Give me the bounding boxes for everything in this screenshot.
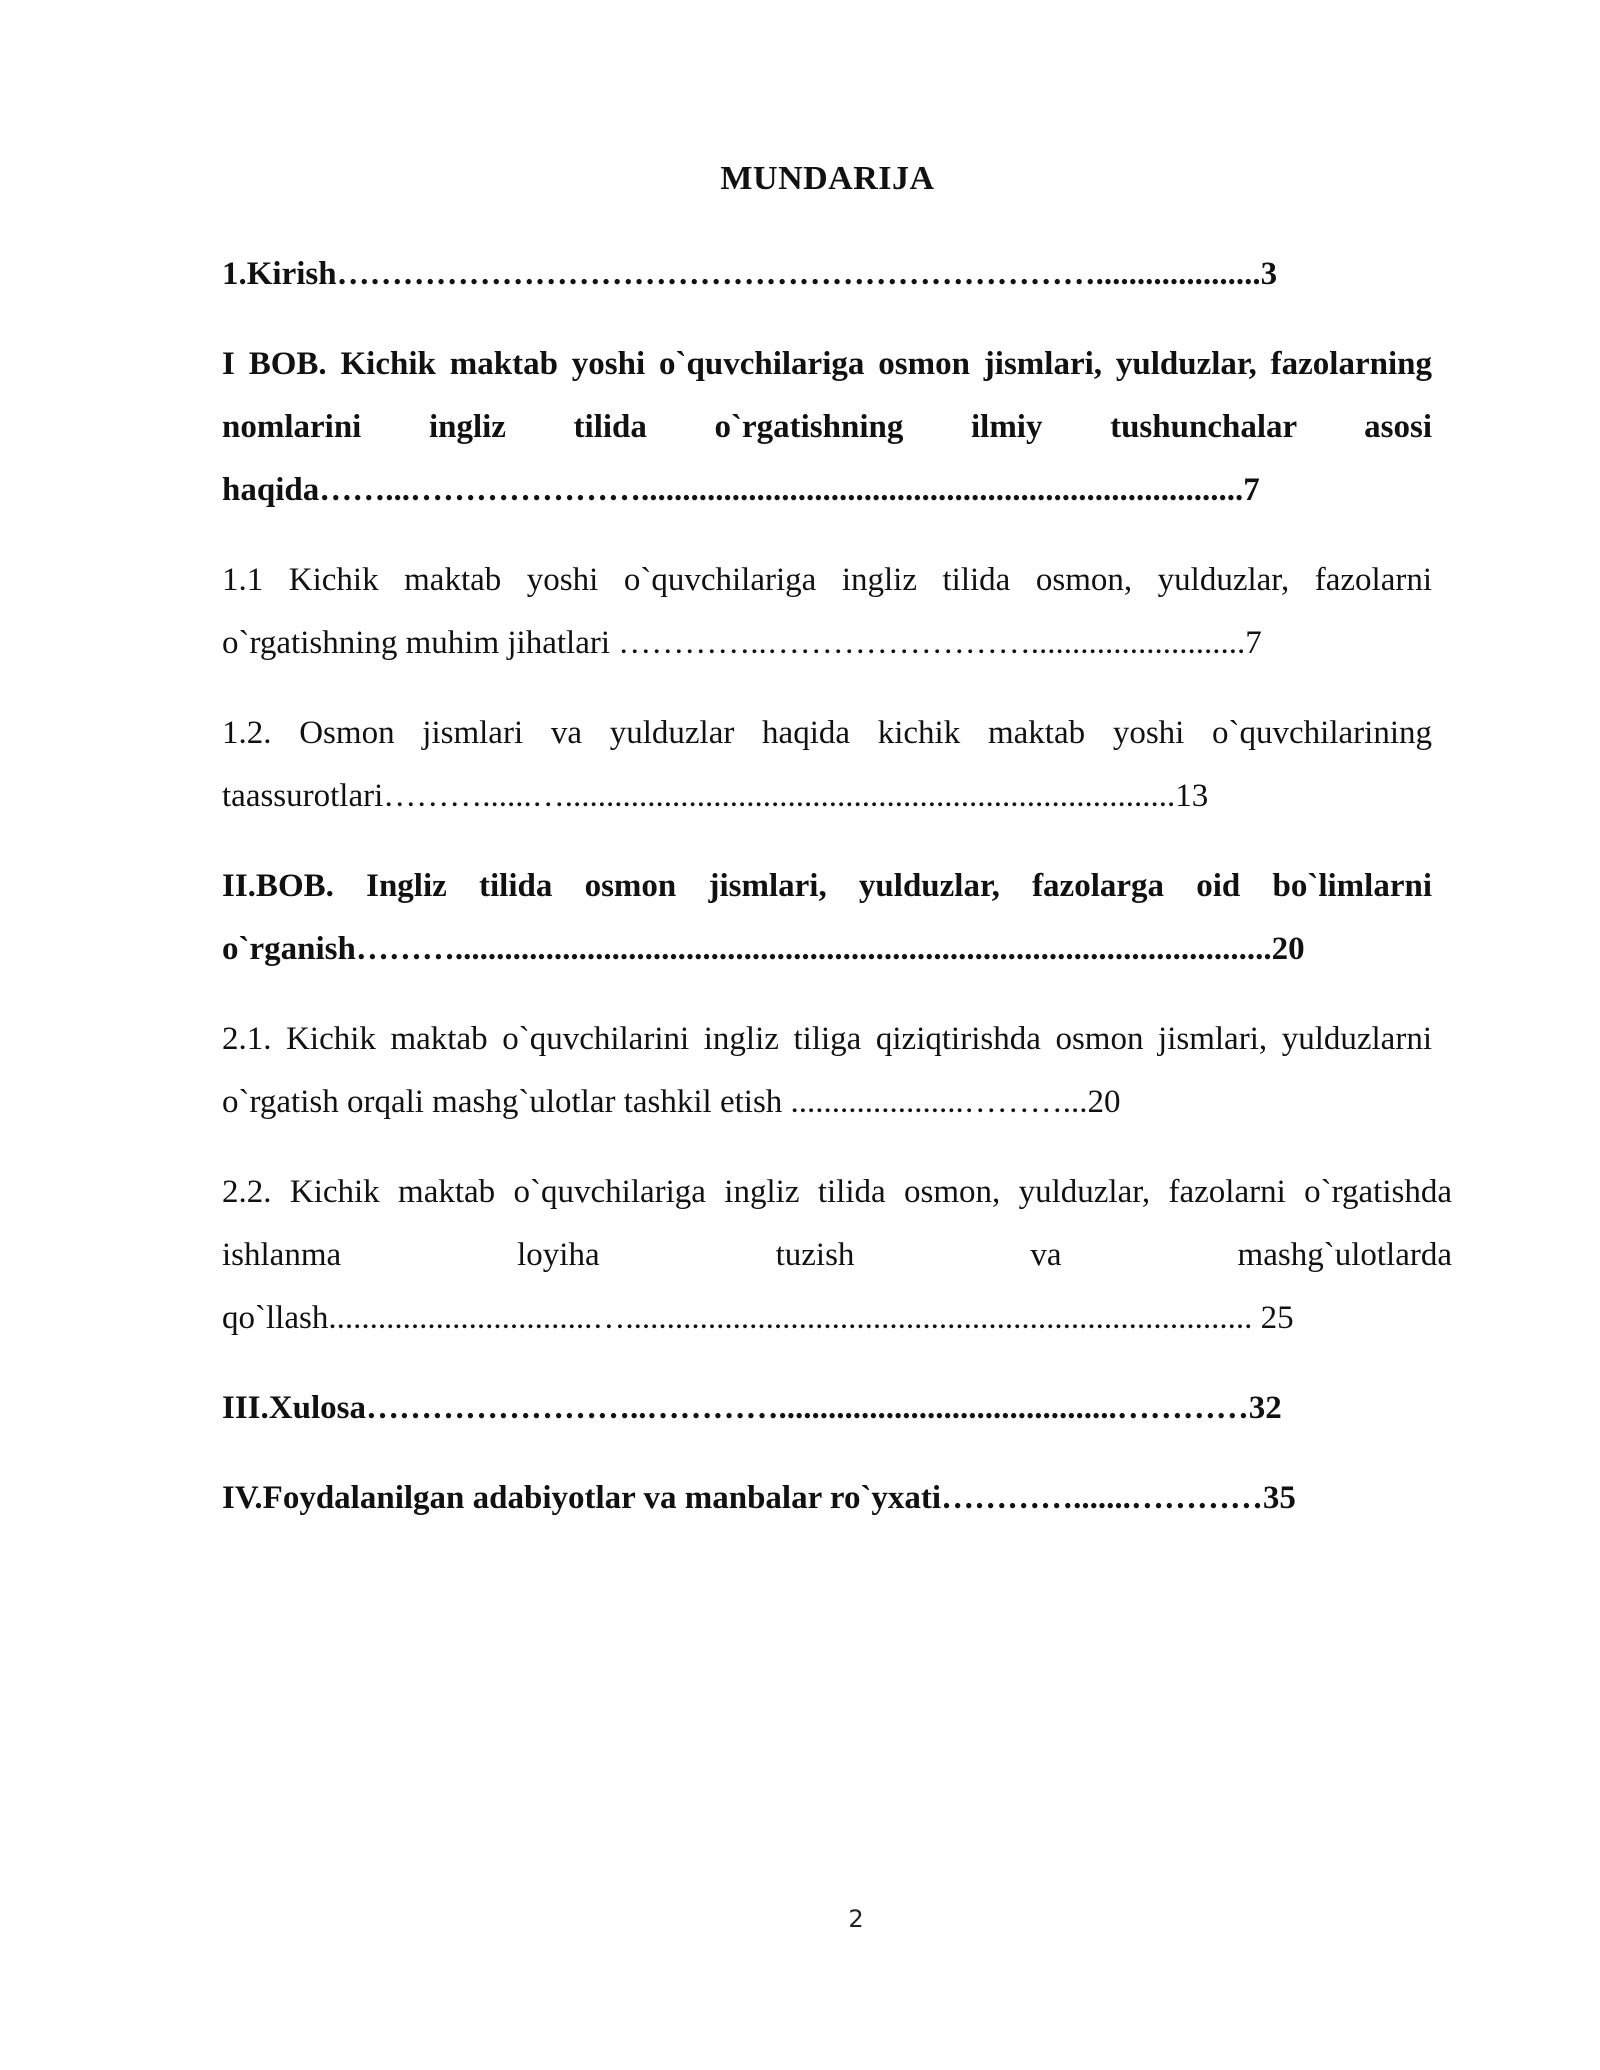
toc-entry-section-1-1[interactable]: [222, 549, 1432, 675]
toc-entry-text: IV.Foydalanilgan adabiyotlar va manbalar ro`yxati………….......…………35: [222, 1480, 1296, 1516]
toc-entry-text: II.BOB. Ingliz tilida osmon jismlari, yulduzlar, fazolarga oid bo`limlarni o`rganish………...................................................................................................20: [222, 868, 1432, 967]
table-of-contents: [222, 243, 1452, 1557]
toc-entry-text: 2.2. Kichik maktab o`quvchilariga ingliz tilida osmon, yulduzlar, fazolarni o`rgatishda ishlanma loyiha tuzish va mashg`ulotlarda qo`llash................................…............................................................................ 25: [222, 1174, 1452, 1336]
toc-entry-section-1-2[interactable]: [222, 702, 1432, 828]
toc-entry-text: 2.1. Kichik maktab o`quvchilarini ingliz tiliga qiziqtirishda osmon jismlari, yulduzlarni o`rgatish orqali mashg`ulotlar tashkil etish .....................………...20: [222, 1021, 1432, 1120]
page-number: 2: [848, 1905, 864, 1933]
page-title: MUNDARIJA: [720, 160, 935, 197]
toc-entry-chapter-2[interactable]: [222, 855, 1432, 981]
toc-entry-text: 1.Kirish……………………………………………………………....................3: [222, 256, 1278, 292]
toc-entry-text: 1.2. Osmon jismlari va yulduzlar haqida kichik maktab yoshi o`quvchilarining taassurotlari………......…..........................................................................13: [222, 715, 1432, 814]
toc-entry-section-2-1[interactable]: [222, 1008, 1432, 1134]
toc-entry-text: I BOB. Kichik maktab yoshi o`quvchilariga osmon jismlari, yulduzlar, fazolarning nomlarini ingliz tilida o`rgatishning ilmiy tushunchalar asosi haqida……...………………….........................................................................7: [222, 346, 1432, 508]
toc-entry-section-2-2[interactable]: [222, 1161, 1452, 1350]
toc-entry-xulosa[interactable]: [222, 1377, 1432, 1440]
toc-entry-kirish[interactable]: [222, 243, 1432, 306]
toc-entry-chapter-1[interactable]: [222, 333, 1432, 522]
toc-entry-text: III.Xulosa……………………..………….........................................…………32: [222, 1390, 1282, 1426]
toc-entry-references[interactable]: [222, 1467, 1432, 1530]
toc-entry-text: 1.1 Kichik maktab yoshi o`quvchilariga ingliz tilida osmon, yulduzlar, fazolarni o`rgatishning muhim jihatlari …………..……………………..........................7: [222, 562, 1432, 661]
